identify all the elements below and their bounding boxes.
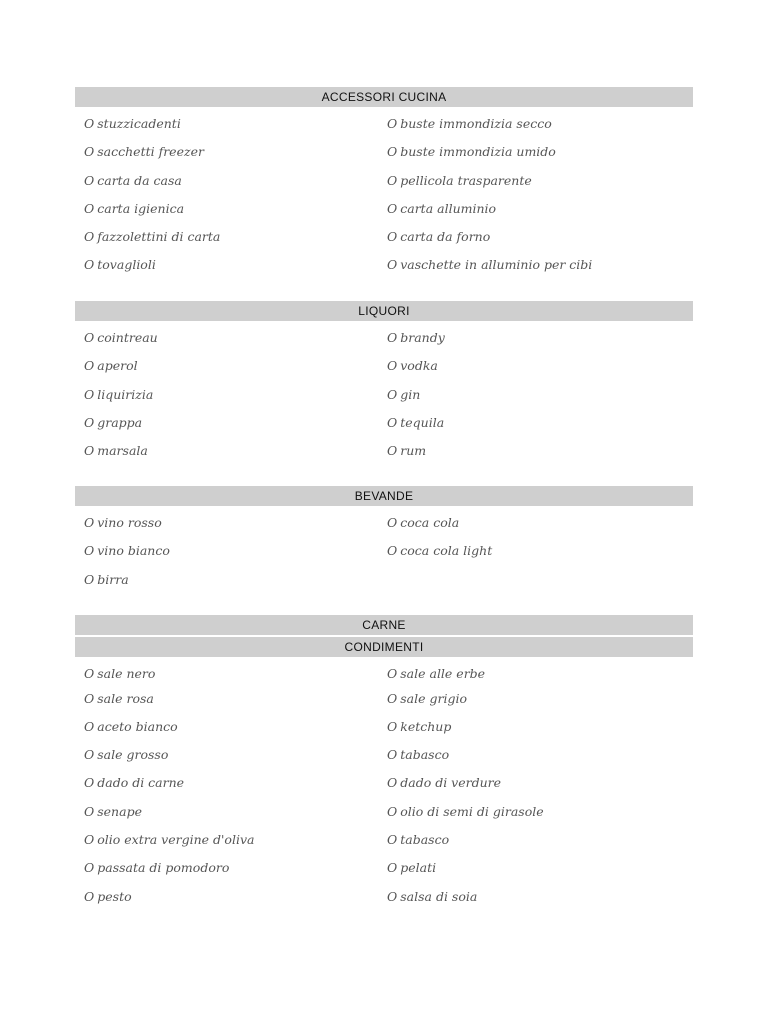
- list-item[interactable]: [84, 443, 148, 458]
- checkbox-circle-icon[interactable]: O: [84, 747, 95, 763]
- list-item[interactable]: [387, 415, 444, 430]
- list-item-label: aceto bianco: [97, 718, 178, 734]
- list-item[interactable]: [84, 572, 129, 587]
- list-item-label: aperol: [97, 358, 138, 374]
- list-item[interactable]: [387, 116, 552, 131]
- item-list: [75, 657, 693, 917]
- checkbox-circle-icon[interactable]: O: [387, 386, 398, 402]
- list-item-label: dado di carne: [97, 775, 185, 791]
- list-item[interactable]: [387, 443, 426, 458]
- list-item[interactable]: [387, 691, 467, 706]
- list-item[interactable]: [387, 889, 477, 904]
- list-item-label: pesto: [97, 888, 132, 904]
- checkbox-circle-icon[interactable]: O: [84, 831, 95, 847]
- list-item-label: carta da forno: [400, 229, 491, 245]
- checkbox-circle-icon[interactable]: O: [84, 571, 95, 587]
- list-item-label: pelati: [400, 860, 437, 876]
- list-row: [75, 543, 693, 571]
- list-row: [75, 116, 693, 144]
- list-item-label: vino bianco: [97, 543, 170, 559]
- list-item[interactable]: [387, 775, 501, 790]
- list-item[interactable]: [84, 358, 138, 373]
- checkbox-circle-icon[interactable]: O: [84, 358, 95, 374]
- list-item-label: passata di pomodoro: [97, 860, 230, 876]
- list-row: [75, 443, 693, 471]
- list-item-label: vodka: [400, 358, 438, 374]
- list-item[interactable]: [387, 144, 556, 159]
- checkbox-circle-icon[interactable]: O: [387, 257, 398, 273]
- list-row: [75, 666, 693, 691]
- list-item[interactable]: [84, 415, 142, 430]
- list-item[interactable]: [84, 543, 170, 558]
- list-item-label: rum: [400, 443, 427, 459]
- list-item-label: liquirizia: [97, 386, 154, 402]
- list-item-label: tabasco: [400, 747, 450, 763]
- list-item[interactable]: [84, 515, 162, 530]
- list-item[interactable]: [387, 257, 592, 272]
- checkbox-circle-icon[interactable]: O: [387, 747, 398, 763]
- checkbox-circle-icon[interactable]: O: [387, 116, 398, 131]
- list-item-label: carta da casa: [97, 172, 182, 188]
- list-item[interactable]: [387, 358, 438, 373]
- checkbox-circle-icon[interactable]: O: [84, 144, 95, 160]
- list-item[interactable]: [387, 229, 490, 244]
- list-row: [75, 889, 693, 917]
- section-bevande: [75, 486, 693, 600]
- list-item-label: marsala: [97, 443, 148, 459]
- list-item[interactable]: [387, 543, 492, 558]
- list-row: [75, 747, 693, 775]
- list-item-label: buste immondizia secco: [400, 116, 552, 131]
- list-row: [75, 201, 693, 229]
- list-item-label: sale rosa: [97, 690, 154, 706]
- section-header: BEVANDE: [75, 486, 693, 506]
- list-item[interactable]: [387, 719, 451, 734]
- checkbox-circle-icon[interactable]: O: [387, 414, 398, 430]
- list-item-label: tabasco: [400, 831, 450, 847]
- list-item[interactable]: [84, 666, 155, 681]
- list-item-label: carta alluminio: [400, 200, 497, 216]
- list-item-label: gin: [400, 386, 421, 402]
- checkbox-circle-icon[interactable]: O: [84, 414, 95, 430]
- checkbox-circle-icon[interactable]: O: [84, 200, 95, 216]
- list-item[interactable]: [387, 201, 496, 216]
- checkbox-circle-icon[interactable]: O: [387, 515, 398, 530]
- list-item[interactable]: [84, 144, 204, 159]
- list-item[interactable]: [84, 330, 158, 345]
- list-item-label: tequila: [400, 414, 445, 430]
- list-row: [75, 860, 693, 888]
- checkbox-circle-icon[interactable]: O: [84, 229, 95, 245]
- checkbox-circle-icon[interactable]: O: [84, 775, 95, 791]
- section-condimenti: [75, 637, 693, 917]
- list-item[interactable]: [387, 330, 445, 345]
- list-item-label: stuzzicadenti: [97, 116, 181, 131]
- list-row: [75, 719, 693, 747]
- list-item-label: fazzolettini di carta: [97, 229, 221, 245]
- checkbox-circle-icon[interactable]: O: [387, 860, 398, 876]
- list-item-label: cointreau: [97, 330, 158, 345]
- list-item[interactable]: [84, 860, 229, 875]
- list-row: [75, 257, 693, 285]
- checkbox-circle-icon[interactable]: O: [84, 443, 95, 459]
- list-item-label: coca cola light: [400, 543, 493, 559]
- list-item-label: grappa: [97, 414, 143, 430]
- list-item[interactable]: [84, 775, 184, 790]
- checkbox-circle-icon[interactable]: O: [387, 229, 398, 245]
- list-item-label: salsa di soia: [400, 888, 478, 904]
- list-row: [75, 229, 693, 257]
- section-header: CONDIMENTI: [75, 637, 693, 657]
- list-item[interactable]: [387, 666, 485, 681]
- list-item-label: ketchup: [400, 718, 452, 734]
- section-liquori: [75, 301, 693, 471]
- list-row: [75, 144, 693, 172]
- list-item-label: sale grosso: [97, 747, 169, 763]
- section-header: ACCESSORI CUCINA: [75, 87, 693, 107]
- list-item[interactable]: [84, 832, 254, 847]
- checkbox-circle-icon[interactable]: O: [84, 257, 95, 273]
- section-accessori-cucina: [75, 87, 693, 286]
- list-item[interactable]: [84, 747, 168, 762]
- checkbox-circle-icon[interactable]: O: [387, 543, 398, 559]
- list-item-label: dado di verdure: [400, 775, 502, 791]
- list-row: [75, 572, 693, 600]
- list-item-label: vino rosso: [97, 515, 162, 530]
- list-item[interactable]: [84, 229, 220, 244]
- list-row: [75, 415, 693, 443]
- section-header: CARNE: [75, 615, 693, 635]
- list-item[interactable]: [387, 804, 544, 819]
- list-item[interactable]: [387, 860, 436, 875]
- list-item-label: olio extra vergine d'oliva: [97, 831, 255, 847]
- section-header: LIQUORI: [75, 301, 693, 321]
- checkbox-circle-icon[interactable]: O: [387, 443, 398, 459]
- list-item-label: sale grigio: [400, 690, 467, 706]
- list-item-label: coca cola: [400, 515, 460, 530]
- list-item-label: sale nero: [97, 666, 156, 681]
- list-item[interactable]: [387, 387, 420, 402]
- list-item-label: carta igienica: [97, 200, 185, 216]
- list-item[interactable]: [387, 832, 449, 847]
- list-item[interactable]: [387, 173, 532, 188]
- list-item[interactable]: [387, 515, 459, 530]
- list-item[interactable]: [84, 889, 132, 904]
- list-row: [75, 330, 693, 358]
- list-item-label: tovaglioli: [97, 257, 156, 273]
- checkbox-circle-icon[interactable]: O: [84, 116, 95, 131]
- checkbox-circle-icon[interactable]: O: [84, 330, 95, 345]
- checkbox-circle-icon[interactable]: O: [387, 200, 398, 216]
- list-row: [75, 775, 693, 803]
- item-list: [75, 506, 693, 600]
- list-item-label: brandy: [400, 330, 445, 345]
- list-item[interactable]: [84, 173, 182, 188]
- checkbox-circle-icon[interactable]: O: [387, 144, 398, 160]
- checkbox-circle-icon[interactable]: O: [387, 775, 398, 791]
- checkbox-circle-icon[interactable]: O: [84, 718, 95, 734]
- checkbox-circle-icon[interactable]: O: [387, 690, 398, 706]
- list-row: [75, 173, 693, 201]
- checkbox-circle-icon[interactable]: O: [84, 803, 95, 819]
- list-row: [75, 832, 693, 860]
- checkbox-circle-icon[interactable]: O: [387, 172, 398, 188]
- list-item-label: buste immondizia umido: [400, 144, 556, 160]
- checkbox-circle-icon[interactable]: O: [84, 543, 95, 559]
- checkbox-circle-icon[interactable]: O: [84, 666, 95, 681]
- list-item[interactable]: [84, 691, 154, 706]
- list-item-label: birra: [97, 571, 129, 587]
- list-item-label: sale alle erbe: [400, 666, 486, 681]
- checkbox-circle-icon[interactable]: O: [387, 666, 398, 681]
- list-item-label: senape: [97, 803, 142, 819]
- list-item[interactable]: [84, 257, 156, 272]
- list-item[interactable]: [84, 387, 153, 402]
- checkbox-circle-icon[interactable]: O: [387, 718, 398, 734]
- list-item[interactable]: [84, 116, 181, 131]
- list-item[interactable]: [84, 201, 184, 216]
- checkbox-circle-icon[interactable]: O: [387, 888, 398, 904]
- checkbox-circle-icon[interactable]: O: [84, 172, 95, 188]
- list-item[interactable]: [84, 804, 142, 819]
- checkbox-circle-icon[interactable]: O: [387, 330, 398, 345]
- list-row: [75, 358, 693, 386]
- checkbox-circle-icon[interactable]: O: [387, 831, 398, 847]
- list-row: [75, 387, 693, 415]
- checkbox-circle-icon[interactable]: O: [84, 860, 95, 876]
- list-item-label: olio di semi di girasole: [400, 803, 544, 819]
- item-list: [75, 321, 693, 471]
- item-list: [75, 107, 693, 286]
- checkbox-circle-icon[interactable]: O: [84, 690, 95, 706]
- checkbox-circle-icon[interactable]: O: [387, 803, 398, 819]
- list-row: [75, 804, 693, 832]
- list-row: [75, 691, 693, 719]
- checkbox-circle-icon[interactable]: O: [84, 888, 95, 904]
- checkbox-circle-icon[interactable]: O: [84, 515, 95, 530]
- list-item-label: vaschette in alluminio per cibi: [400, 257, 593, 273]
- list-item[interactable]: [387, 747, 449, 762]
- list-item[interactable]: [84, 719, 178, 734]
- list-row: [75, 515, 693, 543]
- list-item-label: pellicola trasparente: [400, 172, 532, 188]
- checkbox-circle-icon[interactable]: O: [387, 358, 398, 374]
- checkbox-circle-icon[interactable]: O: [84, 386, 95, 402]
- section-carne: [75, 615, 693, 635]
- list-item-label: sacchetti freezer: [97, 144, 204, 160]
